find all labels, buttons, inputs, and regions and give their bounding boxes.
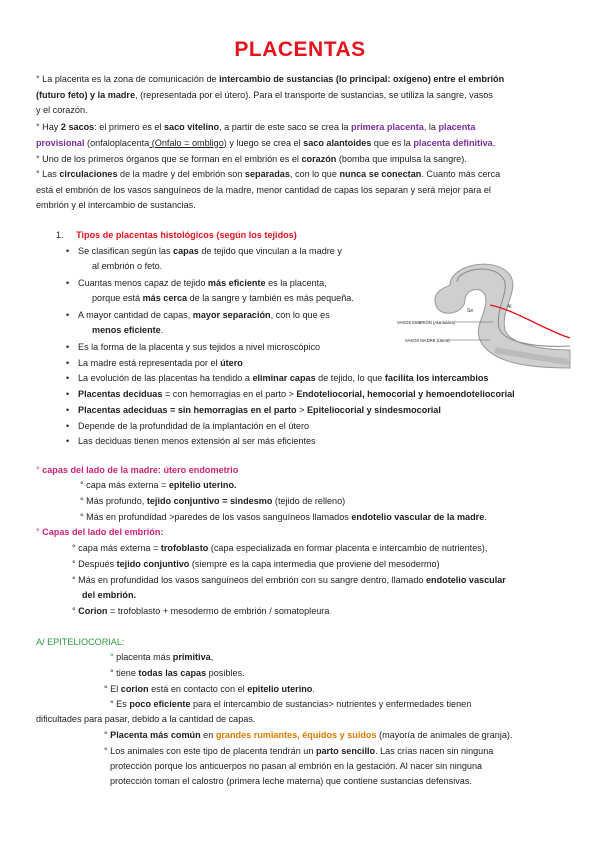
section-number: 1. bbox=[56, 230, 64, 240]
intro-text-bold: intercambio de sustancias (lo principal: oxígeno) entre el embrión bbox=[219, 74, 505, 84]
intro-text: , la bbox=[423, 122, 439, 132]
section-1-list-item bbox=[92, 259, 162, 275]
page-title: PLACENTAS bbox=[234, 38, 366, 61]
bullet-dot: • bbox=[66, 310, 70, 320]
bullet-dot: ° bbox=[36, 465, 40, 475]
intro-text-purple: placenta bbox=[438, 122, 476, 132]
intro-text-purple: placenta definitiva bbox=[413, 137, 493, 148]
bullet-dot: ° bbox=[104, 730, 108, 740]
section-1-list-item bbox=[66, 308, 330, 324]
list-text: al embrión o feto. bbox=[92, 261, 163, 271]
intro-text: (bomba que impulsa la sangre). bbox=[336, 154, 467, 164]
epi-text-bold: corion bbox=[120, 684, 149, 694]
list-text: de tejido que vinculan a la madre y bbox=[198, 246, 342, 256]
bullet-dot: ° bbox=[110, 668, 114, 678]
embrion-text-bold: del embrión. bbox=[82, 590, 137, 600]
bullet-dot: ° bbox=[36, 122, 40, 132]
embrion-text: (capa especializada en formar placenta e intercambio de nutrientes), bbox=[208, 543, 488, 553]
figure-label-se: Se bbox=[467, 308, 474, 314]
bullet-dot: • bbox=[66, 373, 70, 383]
bullet-dot: • bbox=[66, 342, 70, 352]
epi-text: está en contacto con el bbox=[148, 684, 248, 694]
epi-text: en bbox=[200, 730, 216, 740]
bullet-dot: ° bbox=[80, 480, 84, 490]
intro-text-bold: saco vitelino bbox=[164, 122, 220, 132]
epi-text: protección porque los anticuerpos no pasan al embrión en la gestación. Al nacer sin ninguna bbox=[110, 761, 483, 771]
intro-text-bold: saco alantoides bbox=[303, 137, 372, 148]
figure-label-al: Al bbox=[507, 304, 512, 310]
section-1-list-item bbox=[66, 434, 316, 450]
list-text: es la placenta, bbox=[265, 278, 327, 288]
embrion-line-2 bbox=[72, 557, 440, 573]
intro-text: Hay bbox=[42, 122, 61, 132]
madre-text: Más profundo, bbox=[86, 496, 147, 506]
list-text-bold: mayor separación bbox=[192, 310, 271, 320]
epi-text: . bbox=[312, 684, 315, 694]
figure-label-vasos-madre: VASOS MADRE (Útero) bbox=[405, 338, 450, 343]
madre-heading bbox=[36, 463, 238, 479]
epi-text-orange: grandes rumiantes, équidos y suidos bbox=[215, 730, 377, 740]
section-1-heading bbox=[56, 228, 297, 244]
bullet-dot: ° bbox=[72, 606, 76, 616]
epi-text: para el intercambio de sustancias> nutrientes y enfermedades tienen bbox=[190, 699, 472, 709]
epi-text: Es bbox=[116, 699, 130, 709]
list-text-bold: Epiteliocorial y sindesmocorial bbox=[306, 405, 441, 415]
list-text-bold: Placentas adeciduas = sin hemorragias en el parto bbox=[78, 405, 297, 415]
epi-line-6b bbox=[110, 759, 482, 775]
intro-text: , con lo que bbox=[289, 169, 340, 179]
intro-text-purple: primera placenta bbox=[351, 122, 424, 132]
intro-text-underline: (Onfalo = ombligo) bbox=[149, 137, 227, 148]
intro-text: y luego se crea el bbox=[226, 137, 304, 148]
madre-text: Más en profundidad >paredes de los vasos sanguíneos llamados bbox=[86, 512, 352, 522]
intro-text-bold: (futuro feto) y la madre bbox=[36, 89, 136, 100]
madre-line-3 bbox=[80, 510, 487, 526]
intro-text-bold: corazón bbox=[301, 154, 337, 164]
epi-line-2 bbox=[110, 666, 245, 682]
list-text: = con hemorragias en el parto > bbox=[162, 389, 297, 399]
embrion-text: = trofoblasto + mesodermo de embrión / somatopleura bbox=[107, 606, 330, 616]
section-1-list-item bbox=[66, 276, 327, 292]
embrion-text-bold: Corion bbox=[78, 606, 108, 616]
epi-line-4 bbox=[110, 697, 564, 713]
list-text: . bbox=[160, 325, 164, 335]
list-text: Depende de la profundidad de la implantación en el útero bbox=[78, 421, 310, 431]
bullet-dot: ° bbox=[80, 496, 84, 506]
intro-text-bold: separadas bbox=[244, 169, 290, 179]
bullet-dot: • bbox=[66, 246, 70, 256]
intro-text: Las bbox=[42, 169, 60, 179]
intro-text: La placenta es la zona de comunicación de bbox=[42, 74, 220, 84]
intro-paragraph-2 bbox=[36, 120, 564, 151]
epi-line-4b bbox=[36, 712, 255, 728]
madre-text-bold: endotelio vascular de la madre bbox=[351, 512, 485, 522]
list-text: , con lo que es bbox=[270, 310, 330, 320]
intro-text: está el embrión de los vasos sanguíneos de la madre, menor cantidad de capas los separan y será mejor para el bbox=[36, 184, 491, 195]
madre-heading-text: capas del lado de la madre: útero endometrio bbox=[42, 465, 239, 475]
bullet-dot: ° bbox=[104, 684, 108, 694]
intro-text-bold: circulaciones bbox=[59, 169, 118, 179]
madre-text: capa más externa = bbox=[86, 480, 169, 490]
intro-text: embrión y el intercambio de sustancias. bbox=[36, 200, 196, 211]
embrion-line-1 bbox=[72, 541, 487, 557]
section-1-list-item bbox=[66, 387, 515, 403]
list-text: Cuantas menos capaz de tejido bbox=[78, 278, 208, 288]
bullet-dot: • bbox=[66, 436, 70, 446]
bullet-dot: ° bbox=[104, 746, 108, 756]
bullet-dot: ° bbox=[72, 559, 76, 569]
list-text-bold: útero bbox=[220, 358, 243, 368]
intro-text: que es la bbox=[371, 137, 414, 148]
intro-text: (onfaloplacenta bbox=[84, 137, 150, 148]
intro-text: : el primero es el bbox=[94, 122, 164, 132]
intro-text: . bbox=[492, 137, 496, 148]
bullet-dot: ° bbox=[36, 527, 40, 537]
intro-text: . Cuanto más cerca bbox=[421, 169, 501, 179]
section-1-list-item bbox=[92, 291, 354, 307]
madre-line-1 bbox=[80, 478, 237, 494]
epiteliocorial-heading: A/ EPITELIOCORIAL: bbox=[36, 637, 125, 647]
bullet-dot: • bbox=[66, 389, 70, 399]
epi-text-bold: Placenta más común bbox=[110, 730, 201, 740]
epi-text-bold: todas las capas bbox=[138, 668, 207, 678]
section-heading-text: Tipos de placentas histológicos (según los tejidos) bbox=[76, 230, 297, 240]
embrion-text-bold: trofoblasto bbox=[160, 543, 209, 553]
epi-text-bold: poco eficiente bbox=[129, 699, 191, 709]
madre-line-2 bbox=[80, 494, 345, 510]
list-text-bold: menos eficiente bbox=[92, 325, 161, 335]
figure-label-vasos-embrion: VASOS EMBRIÓN (Alantoides) bbox=[397, 320, 456, 325]
placenta-diagram bbox=[395, 250, 575, 370]
embrion-line-3b bbox=[82, 588, 136, 604]
epi-text-bold: parto sencillo bbox=[315, 746, 376, 756]
list-text: Las deciduas tienen menos extensión al ser más eficientes bbox=[78, 436, 316, 446]
epi-line-5 bbox=[104, 728, 512, 744]
epi-line-3 bbox=[104, 682, 315, 698]
bullet-dot: • bbox=[66, 358, 70, 368]
list-text-bold: más cerca bbox=[142, 293, 188, 303]
intro-text-purple: provisional bbox=[36, 137, 85, 148]
bullet-dot: ° bbox=[72, 575, 76, 585]
intro-paragraph-1 bbox=[36, 72, 564, 119]
list-text: de la sangre y también es más pequeña. bbox=[187, 293, 354, 303]
epi-text: placenta más bbox=[116, 652, 173, 662]
bullet-dot: ° bbox=[36, 74, 40, 84]
bullet-dot: ° bbox=[110, 699, 114, 709]
epi-text-bold: primitiva bbox=[172, 652, 211, 662]
placenta-diagram-svg bbox=[395, 250, 575, 370]
epi-text: . Las crías nacen sin ninguna bbox=[375, 746, 494, 756]
list-text: > bbox=[296, 405, 307, 415]
intro-text: Uno de los primeros órganos que se forman en el embrión es el bbox=[42, 154, 302, 164]
embrion-line-4 bbox=[72, 604, 329, 620]
bullet-dot: • bbox=[66, 278, 70, 288]
embrion-text-bold: endotelio vascular bbox=[425, 575, 506, 585]
intro-paragraph-3 bbox=[36, 152, 564, 168]
list-text-bold: más eficiente bbox=[207, 278, 266, 288]
epi-text: posibles. bbox=[206, 668, 245, 678]
intro-text-bold: 2 sacos bbox=[60, 122, 95, 132]
intro-text: , (representada por el útero). Para el transporte de sustancias, se utiliza la sangre, vasos bbox=[135, 89, 493, 100]
madre-text: (tejido de relleno) bbox=[272, 496, 346, 506]
intro-paragraph-4 bbox=[36, 167, 564, 214]
embrion-text: capa más externa = bbox=[78, 543, 161, 553]
epi-text-bold: epitelio uterino bbox=[247, 684, 313, 694]
madre-text-bold: tejido conjuntivo = sindesmo bbox=[146, 496, 273, 506]
intro-text-bold: nunca se conectan bbox=[339, 169, 422, 179]
list-text-bold: capas bbox=[173, 246, 199, 256]
list-text-bold: Placentas deciduas bbox=[78, 389, 163, 399]
section-1-list-item bbox=[66, 403, 441, 419]
list-text: La evolución de las placentas ha tendido a bbox=[78, 373, 253, 383]
bullet-dot: ° bbox=[36, 154, 40, 164]
list-text: La madre está representada por el bbox=[78, 358, 221, 368]
epi-text: tiene bbox=[116, 668, 139, 678]
list-text-bold: Endoteliocorial, hemocorial y hemoendoteliocorial bbox=[296, 389, 515, 399]
epi-text: Los animales con este tipo de placenta tendrán un bbox=[110, 746, 316, 756]
embrion-heading bbox=[36, 525, 163, 541]
section-1-list-item bbox=[66, 356, 243, 372]
list-text-bold: eliminar capas bbox=[252, 373, 316, 383]
embrion-text: Más en profundidad los vasos sanguíneos del embrión con su sangre dentro, llamado bbox=[78, 575, 426, 585]
bullet-dot: • bbox=[66, 421, 70, 431]
embrion-text: Después bbox=[78, 559, 117, 569]
epi-line-6 bbox=[104, 744, 493, 760]
embrion-line-3 bbox=[72, 573, 506, 589]
list-text-bold: facilita los intercambios bbox=[384, 373, 489, 383]
epi-text: (mayoría de animales de granja). bbox=[376, 730, 513, 740]
epi-line-6c bbox=[110, 774, 472, 790]
list-text: A mayor cantidad de capas, bbox=[78, 310, 193, 320]
madre-text: . bbox=[484, 512, 487, 522]
embrion-heading-text: Capas del lado del embrión: bbox=[42, 527, 164, 537]
bullet-dot: • bbox=[66, 405, 70, 415]
intro-text: de la madre y del embrión son bbox=[117, 169, 245, 179]
list-text: porque está bbox=[92, 293, 143, 303]
embrion-text: (siempre es la capa intermedia que proviene del mesodermo) bbox=[189, 559, 440, 569]
epi-text: , bbox=[210, 652, 214, 662]
intro-text: , a partir de este saco se crea la bbox=[219, 122, 352, 132]
intro-text: y el corazón. bbox=[36, 105, 88, 116]
list-text: de tejido, lo que bbox=[315, 373, 385, 383]
epi-text: dificultades para pasar, debido a la cantidad de capas. bbox=[36, 714, 256, 724]
epi-text: El bbox=[110, 684, 121, 694]
section-1-list-item bbox=[92, 323, 163, 339]
list-text: Es la forma de la placenta y sus tejidos a nivel microscópico bbox=[78, 342, 321, 352]
epi-text: protección toman el calostro (primera leche materna) que contiene sustancias defensivas. bbox=[110, 776, 472, 786]
section-1-list-item bbox=[66, 419, 310, 435]
embrion-text-bold: tejido conjuntivo bbox=[116, 559, 190, 569]
bullet-dot: ° bbox=[36, 169, 40, 179]
bullet-dot: ° bbox=[72, 543, 76, 553]
list-text: Se clasifican según las bbox=[78, 246, 174, 256]
madre-text-bold: epitelio uterino. bbox=[168, 480, 237, 490]
section-1-list-item bbox=[66, 340, 321, 356]
bullet-dot: ° bbox=[80, 512, 84, 522]
section-1-list-item bbox=[66, 244, 342, 260]
epi-line-1 bbox=[110, 650, 213, 666]
bullet-dot: ° bbox=[110, 652, 114, 662]
section-1-list-item bbox=[66, 371, 489, 387]
